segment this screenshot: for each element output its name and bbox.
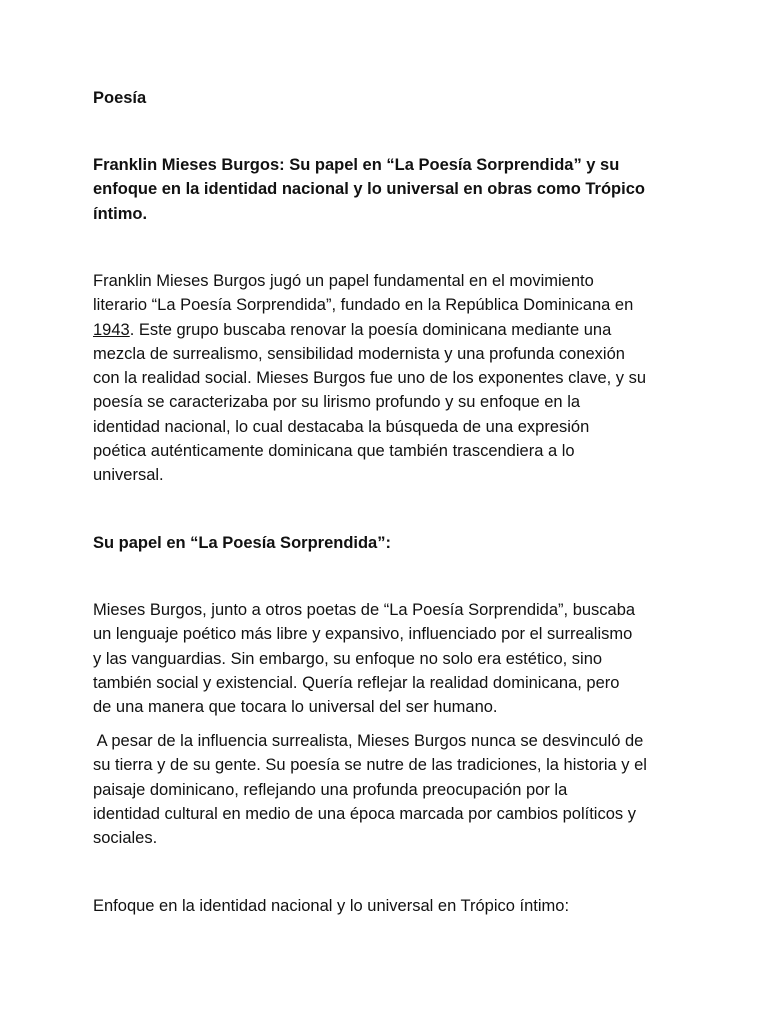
paragraph-line: universal. [93, 466, 164, 485]
paragraph-line: identidad nacional, lo cual destacaba la búsqueda de una expresión [93, 417, 590, 436]
subheading-text: Su papel en “La Poesía Sorprendida”: [93, 534, 391, 552]
paragraph-line-rest: . Este grupo buscaba renovar la poesía dominicana mediante una [129, 320, 612, 339]
paragraph-line: literario “La Poesía Sorprendida”, fundado en la República Dominicana en [93, 296, 634, 315]
final-heading [93, 894, 683, 918]
paragraph-line-with-link [93, 318, 683, 342]
heading-line: enfoque en la identidad nacional y lo universal en obras como Trópico [93, 180, 645, 199]
heading-line: íntimo. [93, 204, 148, 223]
paragraph-line: y las vanguardias. Sin embargo, su enfoque no solo era estético, sino [93, 649, 603, 668]
paragraph-line: de una manera que tocara lo universal del ser humano. [93, 698, 498, 717]
year-1943-link[interactable]: 1943 [93, 320, 130, 339]
document-heading [93, 153, 683, 226]
role-paragraph [93, 598, 683, 719]
section-label-text: Poesía [93, 89, 147, 107]
subheading [93, 531, 683, 555]
paragraph-line: Mieses Burgos, junto a otros poetas de “La Poesía Sorprendida”, buscaba [93, 601, 636, 619]
paragraph-line: poética auténticamente dominicana que también trascendiera a lo [93, 442, 575, 461]
paragraph-line: identidad cultural en medio de una época marcada por cambios políticos y [93, 804, 636, 823]
paragraph-line: paisaje dominicano, reflejando una profunda preocupación por la [93, 780, 568, 799]
paragraph-line: poesía se caracterizaba por su lirismo profundo y su enfoque en la [93, 393, 581, 412]
paragraph-line: Franklin Mieses Burgos jugó un papel fundamental en el movimiento [93, 272, 594, 290]
paragraph-line: también social y existencial. Quería reflejar la realidad dominicana, pero [93, 673, 620, 692]
final-heading-text: Enfoque en la identidad nacional y lo universal en Trópico íntimo: [93, 897, 570, 915]
paragraph-line: sociales. [93, 829, 158, 848]
paragraph-line: con la realidad social. Mieses Burgos fue uno de los exponentes clave, y su [93, 369, 647, 388]
roots-paragraph [93, 729, 683, 850]
heading-line: Franklin Mieses Burgos: Su papel en “La Poesía Sorprendida” y su [93, 156, 620, 174]
paragraph-line: su tierra y de su gente. Su poesía se nutre de las tradiciones, la historia y el [93, 756, 647, 775]
intro-paragraph [93, 269, 683, 488]
section-label [93, 86, 683, 110]
paragraph-line: mezcla de surrealismo, sensibilidad modernista y una profunda conexión [93, 344, 625, 363]
paragraph-line: un lenguaje poético más libre y expansivo, influenciado por el surrealismo [93, 625, 633, 644]
paragraph-line: A pesar de la influencia surrealista, Mieses Burgos nunca se desvinculó de [93, 732, 644, 750]
